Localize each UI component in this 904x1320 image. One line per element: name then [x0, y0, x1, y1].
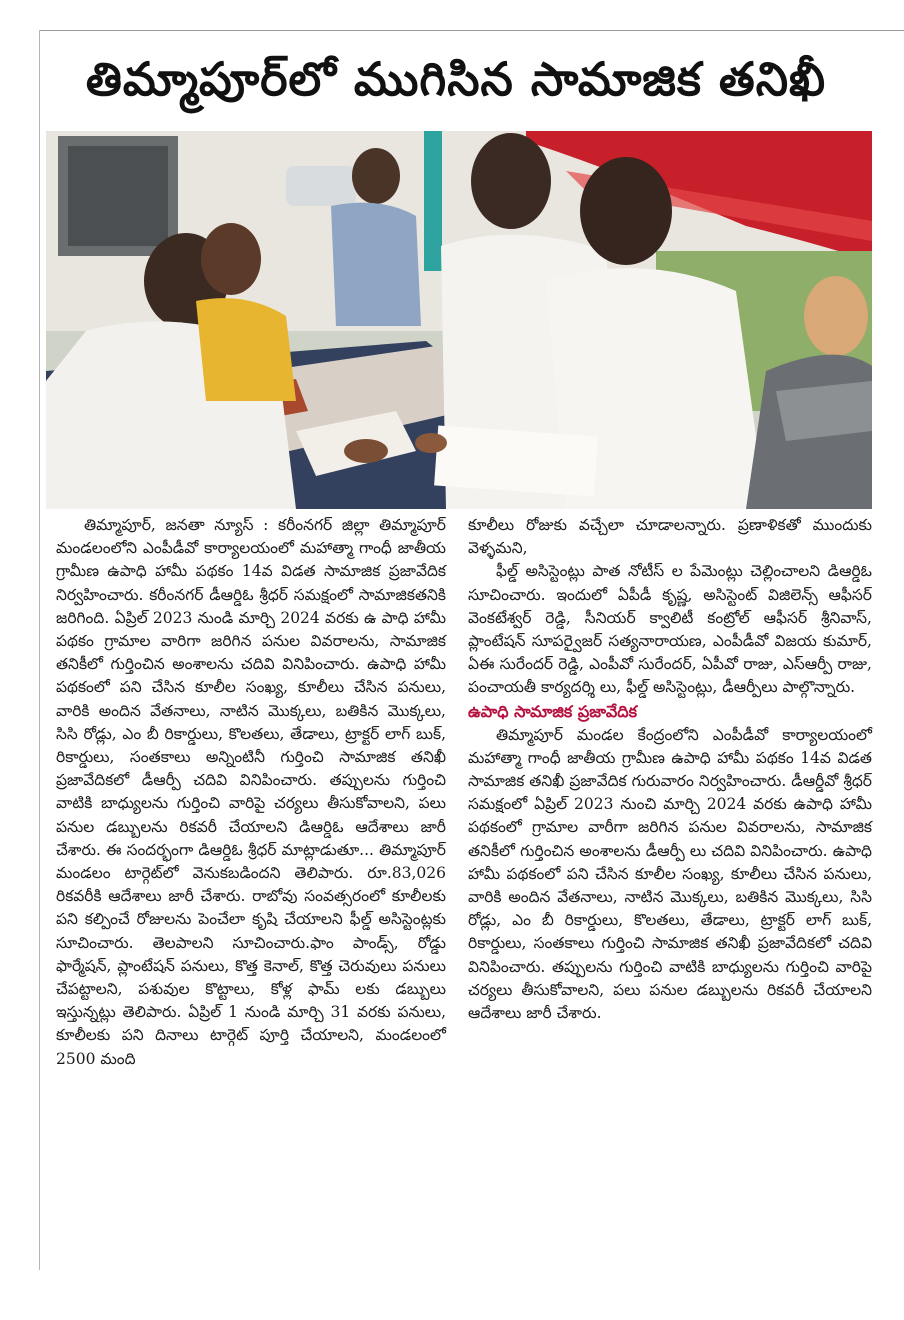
- article-paragraph: తిమ్మాపూర్, జనతా న్యూస్ : కరీంనగర్ జిల్లా తిమ్మాపూర్ మండలంలోని ఎంపీడీవో కార్యాలయంలో మహాత్మా గాంధీ జాతీయ గ్రామీణ ఉపాధి హామీ పథకం 14వ విడత సామాజిక ప్రజావేదిక నిర్వహించారు. కరీంనగర్ డీఆర్డిఓ శ్రీధర్ సమక్షంలో సామాజికతనికి జరిగింది. ఏప్రిల్ 2023 నుండి మార్చి 2024 వరకు ఉ పాధి హామీ పథకం గ్రామాల వారిగా జరిగిన పనుల వివరాలను, సామాజిక తనికీలో గుర్తించిన అంశాలను చదివి వినిపించారు. ఉపాధి హామీ పథకంలో పని చేసిన కూలీల సంఖ్య, కూలీలు చేసిన పనులు, వారికి అందిన వేతనాలు, నాటిన మొక్కలు, బతికిన మొక్కలు, సిసి రోడ్లు, ఎం బీ రికార్డులు, కొలతలు, తేడాలు, ట్రాక్టర్ లాగ్ బుక్, రికార్డులు, సంతకాలు అన్నింటినీ గుర్తించి సామాజిక తనిఖీ ప్రజావేదికలో డీఆర్పీ చదివి వినిపించారు. తప్పులను గుర్తించి వాటికి బాధ్యులను గుర్తించి వారిపై చర్యలు తీసుకోవాలని, పలు పనుల డబ్బులను రికవరీ చేయాలని డిఆర్డిఓ ఆదేశాలు జారీ చేశారు. ఈ సందర్భంగా డిఆర్డిఓ శ్రీధర్ మాట్లాడుతూ... తిమ్మాపూర్ మండలం టార్గెట్‌లో వెనుకబడిందని తెలిపారు. రూ.83,026 రికవరీకి ఆదేశాలు జారీ చేశారు. రాబోవు సంవత్సరంలో కూలీలకు పని కల్పించే రోజులను పెంచేలా కృషి చేయాలని ఫీల్డ్ అసిస్టెంట్లకు సూచించారు. తెలపాలని సూచించారు.ఫాం పాండ్స్, రోడ్డు ఫార్మేషన్, ప్లాంటేషన్ పనులు, కొత్త కెనాల్, కొత్త చెరువులు పనులు చేపట్టాలని, పశువుల కొట్టాలు, కోళ్ల ఫామ్ లకు డబ్బులు ఇస్తున్నట్లు తెలిపారు. ఏప్రిల్ 1 నుండి మార్చి 31 వరకు పనులు, కూలీలకు పని దినాలు టార్గెట్ పూర్తి చేయాలని, మండలంలో 2500 మంది: [56, 516, 446, 1068]
- article-paragraph: తిమ్మాపూర్ మండల కేంద్రంలోని ఎంపీడీవో కార్యాలయంలో మహాత్మా గాంధీ జాతీయ గ్రామీణ ఉపాధి హామీ పథకం 14వ విడత సామాజిక తనిఖీ ప్రజావేదిక గురువారం నిర్వహించారు. డీఆర్డీవో శ్రీధర్ సమక్షంలో ఏప్రిల్ 2023 నుంచి మార్చి 2024 వరకు ఉపాధి హామీ పథకంలో గ్రామాల వారీగా జరిగిన పనుల వివరాలను, సామాజిక తనికీలో గుర్తించిన అంశాలను డీఆర్పీ లు చదివి వినిపించారు. ఉపాధి హామీ పథకంలో పని చేసిన కూలీల సంఖ్య, కూలీలు చేసిన పనులు, వారికి అందిన వేతనాలు, నాటిన మొక్కలు, బతికిన మొక్కలు, సిసి రోడ్లు, ఎం బీ రికార్డులు, కొలతలు, తేడాలు, ట్రాక్టర్ లాగ్ బుక్, రికార్డులు, సంతకాలు గుర్తించి సామాజిక తనిఖీ ప్రజావేదికలో చదివి వినిపించారు. తప్పులను గుర్తించి వాటికి బాధ్యులను గుర్తించి వారిపై చర్యలు తీసుకోవాలని, పలు పనుల డబ్బులను రికవరీ చేయాలని ఆదేశాలు జారీ చేశారు.: [468, 725, 872, 1023]
- column-rule: [39, 30, 40, 1270]
- headline: తిమ్మాపూర్‌లో ముగిసిన సామాజిక తనిఖీ: [85, 52, 827, 106]
- article-left-column: [56, 514, 446, 1071]
- article-right-column: [468, 514, 872, 1025]
- news-photo: [46, 131, 872, 509]
- article-paragraph-continuation: కూలీలు రోజుకు వచ్చేలా చూడాలన్నారు. ప్రణాళికతో ముందుకు వెళ్ళమని,: [468, 516, 872, 558]
- sub-heading: ఉపాధి సామాజిక ప్రజావేదిక: [468, 701, 637, 721]
- top-rule: [40, 30, 904, 31]
- article-paragraph: ఫీల్డ్ అసిస్టెంట్లు పాత నోటీస్ ల పేమెంట్లు చెల్లించాలని డిఆర్డిఓ సూచించారు. ఇందులో ఏపీడీ కృష్ణ, అసిస్టెంట్ విజిలెన్స్ ఆఫీసర్ వెంకటేశ్వర్ రెడ్డి, సీనియర్ క్వాలిటీ కంట్రోల్ ఆఫీసర్ శ్రీనివాస్, ప్లాంటేషన్ సూపర్వైజర్ సత్యనారాయణ, ఎంపీడీవో విజయ కుమార్, ఏఈ సురేందర్ రెడ్డి, ఎంపీవో సురేందర్, ఏపీవో రాజు, ఎస్ఆర్పీ రాజు, పంచాయతీ కార్యదర్శి లు, ఫీల్డ్ అసిస్టెంట్లు, డీఆర్పీలు పాల్గొన్నారు.: [468, 562, 872, 697]
